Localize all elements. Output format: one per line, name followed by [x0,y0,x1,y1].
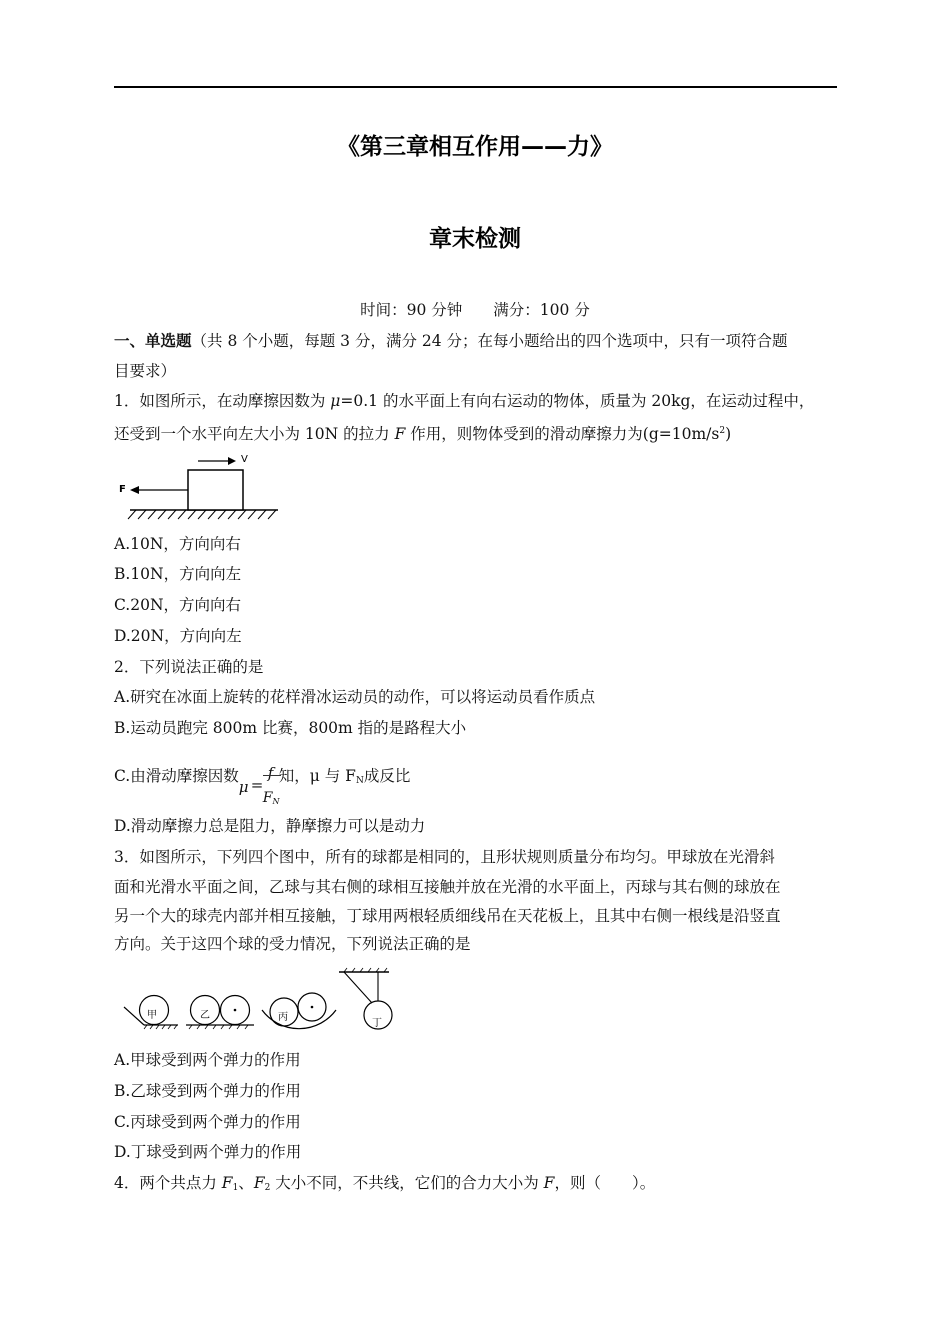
q1-stem-line2: 还受到一个水平向左大小为 10N 的拉力 F 作用，则物体受到的滑动摩擦力为$(g=10m/s^2)$ [114,425,732,443]
q1-option-b[interactable]: B.10N，方向向左 [114,565,242,583]
label-jia: 甲 [147,1010,157,1021]
label-bing: 丙 [278,1012,288,1023]
q3-option-a[interactable]: A.甲球受到两个弹力的作用 [114,1051,301,1069]
section-heading [114,331,788,351]
q3-option-b[interactable]: B.乙球受到两个弹力的作用 [114,1082,301,1100]
q1-option-d[interactable]: D.20N，方向向左 [114,627,242,645]
exam-meta: 时间：90 分钟 满分：100 分 [360,301,590,319]
q2-stem: 2．下列说法正确的是 [114,658,264,676]
q1-figure [114,450,284,525]
document-subtitle: 章末检测 [429,226,521,252]
q1-stem-line1: 1．如图所示，在动摩擦因数为 μ=0.1 的水平面上有向右运动的物体，质量为 20kg，在运动过程中， [114,392,815,410]
ground-hatch [128,510,276,519]
velocity-label: V [241,454,248,465]
friction-formula: μ = f $F_N$ [238,764,280,806]
force-label: F [119,484,126,495]
header-rule [114,86,837,88]
q3-figure [114,965,414,1035]
q2-option-c[interactable]: C.由滑动摩擦因数 μ = f $F_N$ 知，μ 与 $F_N$成反比 [114,756,410,801]
q3-option-d[interactable]: D.丁球受到两个弹力的作用 [114,1143,302,1161]
section-note: （共 8 个小题，每题 3 分，满分 24 分；在每小题给出的四个选项中，只有一项符合题 [191,332,788,350]
ball-bing-diagram [262,993,336,1029]
q3-stem-line4: 方向。关于这四个球的受力情况，下列说法正确的是 [114,935,471,953]
q2-option-a[interactable]: A.研究在冰面上旋转的花样滑冰运动员的动作，可以将运动员看作质点 [114,688,596,706]
label-ding: 丁 [372,1018,382,1029]
ball-yi-diagram [186,996,254,1030]
q1-option-a[interactable]: A.10N，方向向右 [114,535,241,553]
q3-stem-line2: 面和光滑水平面之间，乙球与其右侧的球相互接触并放在光滑的水平面上，丙球与其右侧的球放在 [114,878,781,896]
section-note-cont: 目要求） [114,362,177,380]
q1-option-c[interactable]: C.20N，方向向右 [114,596,242,614]
label-yi: 乙 [200,1010,210,1021]
q2-option-d[interactable]: D.滑动摩擦力总是阻力，静摩擦力可以是动力 [114,817,426,835]
velocity-arrowhead [228,457,236,465]
q3-stem-line1: 3．如图所示，下列四个图中，所有的球都是相同的，且形状规则质量分布均匀。甲球放在光滑斜 [114,848,775,866]
q3-stem-line3: 另一个大的球壳内部并相互接触，丁球用两根轻质细线吊在天花板上，且其中右侧一根线是沿竖直 [114,907,781,925]
ball-jia-diagram [124,996,178,1030]
q2-option-b[interactable]: B.运动员跑完 800m 比赛，800m 指的是路程大小 [114,719,467,737]
ball-ding-diagram [339,968,392,1029]
block [188,470,243,510]
q3-option-c[interactable]: C.丙球受到两个弹力的作用 [114,1113,301,1131]
section-title: 一、单选题 [114,331,192,350]
q4-stem: 4．两个共点力 $F_1$、$F_2$ 大小不同，不共线，它们的合力大小为 F，则（ ）。 [114,1174,656,1193]
force-arrowhead [130,486,139,494]
document-title: 《第三章相互作用——力》 [337,134,613,160]
